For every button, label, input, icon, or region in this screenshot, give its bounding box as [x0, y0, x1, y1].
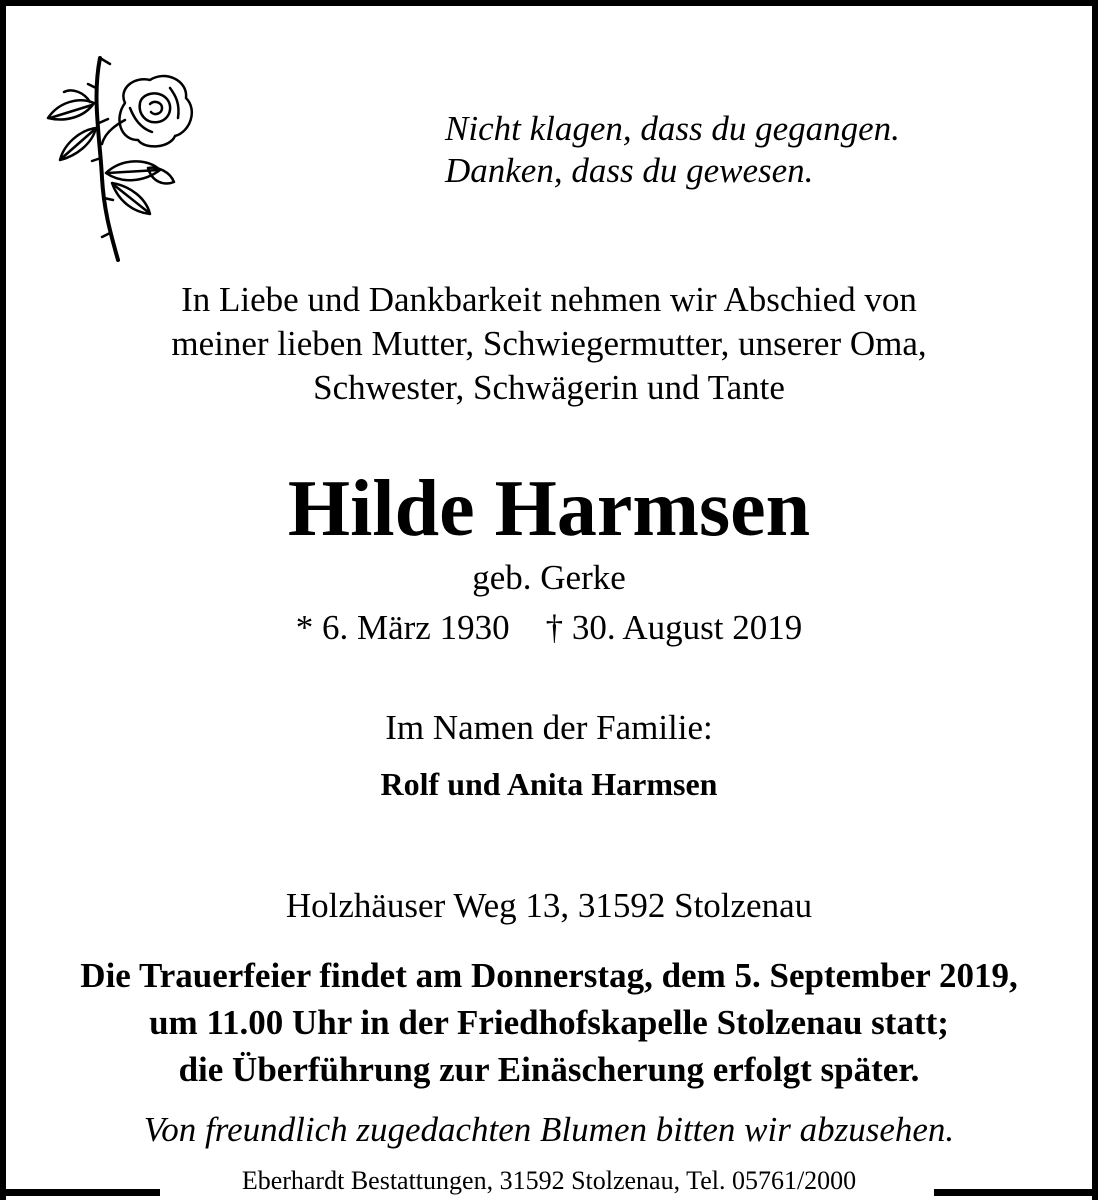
family-address: Holzhäuser Weg 13, 31592 Stolzenau [285, 886, 813, 925]
death-date: † 30. August 2019 [545, 608, 803, 647]
intro-line-1: In Liebe und Dankbarkeit nehmen wir Abschied von [181, 280, 917, 319]
rose-icon [30, 48, 200, 263]
undertaker-info: Eberhardt Bestattungen, 31592 Stolzenau, Tel. 05761/2000 [241, 1166, 857, 1195]
life-dates [0, 606, 1098, 650]
motto-line-2: Danken, dass du gewesen. [445, 151, 814, 190]
ceremony-line-3: die Überführung zur Einäscherung erfolgt später. [178, 1050, 920, 1089]
intro-line-3: Schwester, Schwägerin und Tante [313, 368, 785, 407]
family-names: Rolf und Anita Harmsen [380, 766, 718, 802]
maiden-name: geb. Gerke [472, 558, 626, 597]
flowers-note: Von freundlich zugedachten Blumen bitten wir abzusehen. [143, 1110, 955, 1149]
ceremony-line-1: Die Trauerfeier findet am Donnerstag, dem 5. September 2019, [80, 956, 1018, 995]
ceremony-line-2: um 11.00 Uhr in der Friedhofskapelle Stolzenau statt; [149, 1003, 949, 1042]
birth-date: * 6. März 1930 [295, 608, 510, 647]
motto-line-1: Nicht klagen, dass du gegangen. [445, 109, 900, 148]
family-heading: Im Namen der Familie: [385, 708, 713, 747]
deceased-name: Hilde Harmsen [287, 465, 811, 553]
intro-line-2: meiner lieben Mutter, Schwiegermutter, unserer Oma, [171, 324, 927, 363]
